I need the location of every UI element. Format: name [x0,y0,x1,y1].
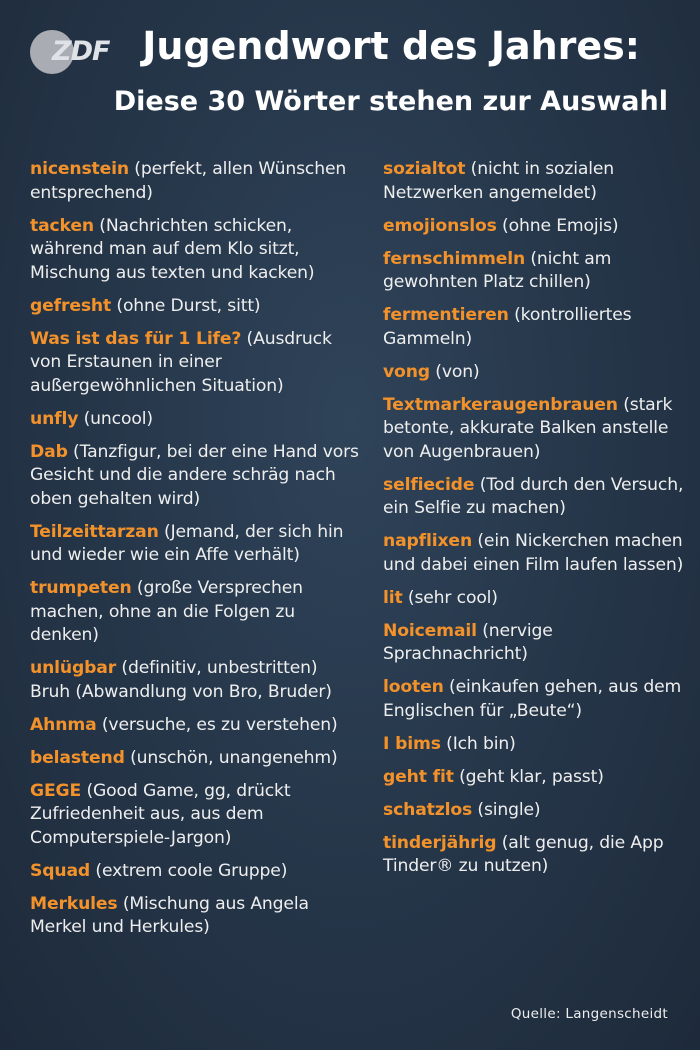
word-entry [30,441,360,512]
word-entry [383,248,688,295]
word-entry [383,587,688,611]
word-definition: (Jemand, der sich hin und wieder wie ein Affe verhält) [30,521,344,565]
word-term: selfiecide [383,474,475,495]
word-definition: (Mischung aus Angela Merkel und Herkules) [30,893,309,937]
word-entry [383,620,688,667]
word-entry [30,893,360,940]
word-definition: (nervige Sprachnachricht) [383,620,553,664]
word-entry [30,158,360,205]
right-word-list [383,158,688,888]
word-definition: (unschön, unangenehm) [130,747,338,768]
word-definition: (ohne Emojis) [502,215,619,236]
word-definition: (einkaufen gehen, aus dem Englischen für „Beute“) [383,677,682,721]
word-definition: (Ausdruck von Erstaunen in einer außergewöhnlichen Situation) [30,328,332,396]
word-entry [30,747,360,771]
word-term: gefresht [30,295,112,316]
word-entry [383,215,688,239]
word-definition: (Tanzfigur, bei der eine Hand vors Gesicht und die andere schräg nach oben gehalten wird) [30,441,359,509]
word-definition: (nicht in sozialen Netzwerken angemeldet) [383,159,615,203]
word-term: schatzlos [383,799,473,820]
word-entry [30,780,360,851]
word-definition: (Good Game, gg, drückt Zufriedenheit aus, aus dem Computerspiele-Jargon) [30,780,291,848]
word-term: lit [383,587,403,608]
word-term: belastend [30,747,125,768]
word-definition: (große Versprechen machen, ohne an die Folgen zu denken) [30,578,303,645]
word-entry [383,766,688,790]
word-definition: (Ich bin) [446,733,516,754]
zdf-logo [30,30,110,74]
word-term: fermentieren [383,305,509,325]
word-term: GEGE [30,780,82,801]
word-term: tacken [30,215,94,236]
word-definition: (von) [435,361,480,382]
word-definition: (Nachrichten schicken, während man auf dem Klo sitzt, Mischung aus texten und kacken) [30,215,315,283]
word-term: Textmarkeraugenbrauen [383,394,618,415]
word-term: looten [383,677,444,697]
word-term: vong [383,361,430,382]
word-entry [30,577,360,648]
word-entry [383,361,688,385]
word-definition: (extrem coole Gruppe) [95,860,288,881]
word-term: trumpeten [30,578,132,598]
word-term: Teilzeittarzan [30,521,159,542]
word-entry [30,714,360,738]
word-definition: (stark betonte, akkurate Balken anstelle von Augenbrauen) [383,394,673,462]
left-word-list [30,158,360,949]
word-entry [383,832,688,879]
word-term: Dab [30,441,68,462]
word-entry [30,295,360,319]
word-definition: (ohne Durst, sitt) [116,295,261,316]
source-credit: Quelle: Langenscheidt [510,1006,668,1022]
word-entry [383,474,688,521]
word-entry [383,394,688,465]
word-definition: (nicht am gewohnten Platz chillen) [383,248,612,292]
word-entry [383,158,688,205]
word-term: tinderjährig [383,832,497,853]
word-term: Was ist das für 1 Life? [30,328,242,349]
word-definition: (perfekt, allen Wünschen entsprechend) [30,159,347,203]
word-entry [383,799,688,823]
word-term: Merkules [30,893,118,914]
word-definition: (versuche, es zu verstehen) [101,714,338,735]
word-definition: (kontrolliertes Gammeln) [383,305,632,349]
page-title: Jugendwort des Jahres: [142,24,640,68]
word-term: unfly [30,408,79,429]
word-term: napflixen [383,531,473,551]
word-entry [30,408,360,432]
word-entry [383,676,688,723]
word-definition: (geht klar, passt) [459,766,604,787]
word-entry [383,530,688,577]
word-term: I bims [383,733,441,754]
word-definition: (definitiv, unbestritten) Bruh (Abwandlung von Bro, Bruder) [30,658,332,702]
page-subtitle: Diese 30 Wörter stehen zur Auswahl [113,86,668,117]
word-definition: (alt genug, die App Tinder® zu nutzen) [383,832,664,876]
word-entry [30,657,360,704]
word-term: geht fit [383,766,454,787]
word-definition: (Tod durch den Versuch, ein Selfie zu machen) [383,474,684,518]
word-term: unlügbar [30,658,117,678]
word-definition: (single) [477,799,541,820]
word-term: fernschimmeln [383,248,526,269]
word-entry [30,860,360,884]
word-term: sozialtot [383,159,466,179]
word-entry [30,328,360,399]
logo-text: ZDF [52,36,110,67]
word-entry [383,304,688,351]
word-term: emojionslos [383,215,497,236]
word-definition: (uncool) [83,408,153,429]
word-entry [30,215,360,286]
word-term: Squad [30,860,91,881]
word-entry [383,733,688,757]
word-term: nicenstein [30,159,129,179]
word-definition: (sehr cool) [407,587,498,608]
word-term: Noicemail [383,620,477,641]
word-definition: (ein Nickerchen machen und dabei einen Film laufen lassen) [383,531,684,575]
word-term: Ahnma [30,714,97,735]
word-entry [30,521,360,568]
